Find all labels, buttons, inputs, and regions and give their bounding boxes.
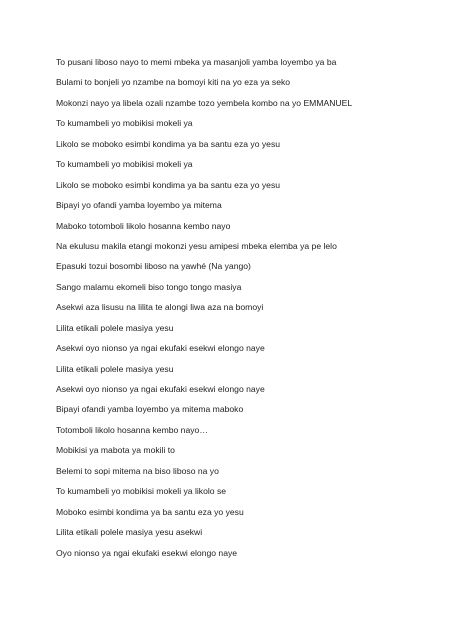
text-line: Asekwi oyo nionso ya ngai ekufaki esekwi elongo naye xyxy=(56,384,265,394)
text-line: Bipayi yo ofandi yamba loyembo ya mitema xyxy=(56,200,222,211)
text-line: Epasuki tozui bosombi liboso na yawhé (Na yango) xyxy=(56,261,251,272)
text-line: Lilita etikali polele masiya yesu asekwi xyxy=(56,527,203,538)
text-line: Lilita etikali polele masiya yesu xyxy=(56,322,174,333)
text-line: To pusani liboso nayo to memi mbeka ya masanjoli yamba loyembo ya ba xyxy=(56,57,337,67)
text-line: Belemi to sopi mitema na biso liboso na yo xyxy=(56,465,219,476)
text-line: To kumambeli yo mobikisi mokeli ya xyxy=(56,159,193,170)
text-line: Mokonzi nayo ya libela ozali nzambe tozo yembela kombo na yo EMMANUEL xyxy=(56,97,353,108)
text-line: Bulami to bonjeli yo nzambe na bomoyi kiti na yo eza ya seko xyxy=(56,77,291,88)
lyrics-text-block xyxy=(56,55,464,566)
text-line: Asekwi oyo nionso ya ngai ekufaki esekwi elongo naye xyxy=(56,343,265,354)
text-line: Maboko totomboli likolo hosanna kembo nayo xyxy=(56,220,231,231)
text-line: Likolo se moboko esimbi kondima ya ba santu eza yo yesu xyxy=(56,179,281,190)
text-line: Asekwi aza lisusu na lilita te alongi liwa aza na bomoyi xyxy=(56,302,264,313)
text-line: Mobikisi ya mabota ya mokili to xyxy=(56,445,175,456)
text-line: Sango malamu ekomeli biso tongo tongo masiya xyxy=(56,281,242,292)
text-line: Na ekulusu makila etangi mokonzi yesu amipesi mbeka elemba ya pe lelo xyxy=(56,240,337,251)
text-line: Bipayi ofandi yamba loyembo ya mitema maboko xyxy=(56,404,244,415)
text-line: To kumambeli yo mobikisi mokeli ya xyxy=(56,118,193,129)
text-line: Lilita etikali polele masiya yesu xyxy=(56,363,174,374)
text-line: Likolo se moboko esimbi kondima ya ba santu eza yo yesu xyxy=(56,138,281,149)
text-line: Oyo nionso ya ngai ekufaki esekwi elongo naye xyxy=(56,547,238,558)
text-line: Totomboli likolo hosanna kembo nayo… xyxy=(56,424,208,435)
text-line: To kumambeli yo mobikisi mokeli ya likolo se xyxy=(56,486,227,497)
text-line: Moboko esimbi kondima ya ba santu eza yo yesu xyxy=(56,506,244,517)
